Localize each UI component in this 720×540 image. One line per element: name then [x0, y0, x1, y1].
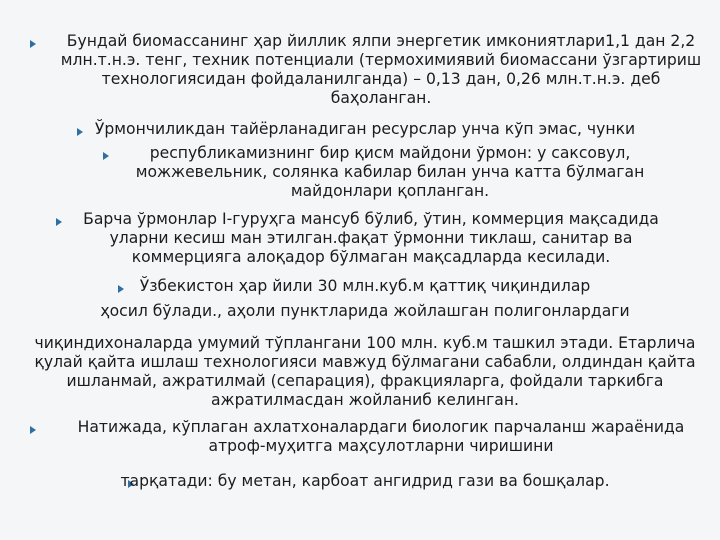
bullet-arrow-icon — [103, 152, 109, 160]
paragraph-gases: тарқатади: бу метан, карбоат ангидрид гази ва бошқалар. — [120, 472, 610, 490]
bullet-arrow-icon — [30, 40, 36, 48]
paragraph-forestry-resources: Ўрмончиликдан тайёрланадиган ресурслар унча кўп эмас, чунки — [94, 120, 636, 138]
paragraph-forest-groups: Барча ўрмонлар I-гуруҳга мансуб бўлиб, ўтин, коммерция мақсадида уларни кесиш ман этилган.фақат ўрмонни тиклаш, санитар ва коммерцияга алоқадор бўлмаган мақсадларда кесилади. — [83, 210, 659, 266]
paragraph-decomposition: Натижада, кўплаган ахлатхоналардаги биологик парчаланш жараёнида атроф-муҳитга маҳсулотларни чиришини — [77, 418, 685, 455]
paragraph-forest-areas: республикамизнинг бир қисм майдони ўрмон: у саксовул, можжевельник, солянка кабилар билан унча катта бўлмаган майдонлари қопланган. — [135, 144, 645, 200]
paragraph-biomass-potential: Бундай биомассанинг ҳар йиллик ялпи энергетик имкониятлари1,1 дан 2,2 млн.т.н.э. тенг, техник потенциали (термохимиявий биомассани ўзгартириш технологиясидан фойдаланилганда) – 0,13 дан, 0,26 млн.т.н.э. деб баҳоланган. — [60, 32, 702, 107]
bullet-arrow-icon — [56, 218, 62, 226]
paragraph-landfills: чиқиндихоналарда умумий тўплангани 100 млн. куб.м ташкил этади. Етарлича қулай қайта ишлаш технологияси мавжуд бўлмагани сабабли, олдиндан қайта ишланмай, ажратилмай (сепарация), фракцияларга, фойдали таркибга ажратилмасдан жойланиб келинган. — [34, 334, 696, 409]
bullet-arrow-icon — [30, 426, 36, 434]
paragraph-settlements: ҳосил бўлади., аҳоли пунктларида жойлашган полигонлардаги — [100, 302, 630, 320]
paragraph-solid-waste: Ўзбекистон ҳар йили 30 млн.куб.м қаттиқ чиқиндилар — [139, 277, 591, 295]
